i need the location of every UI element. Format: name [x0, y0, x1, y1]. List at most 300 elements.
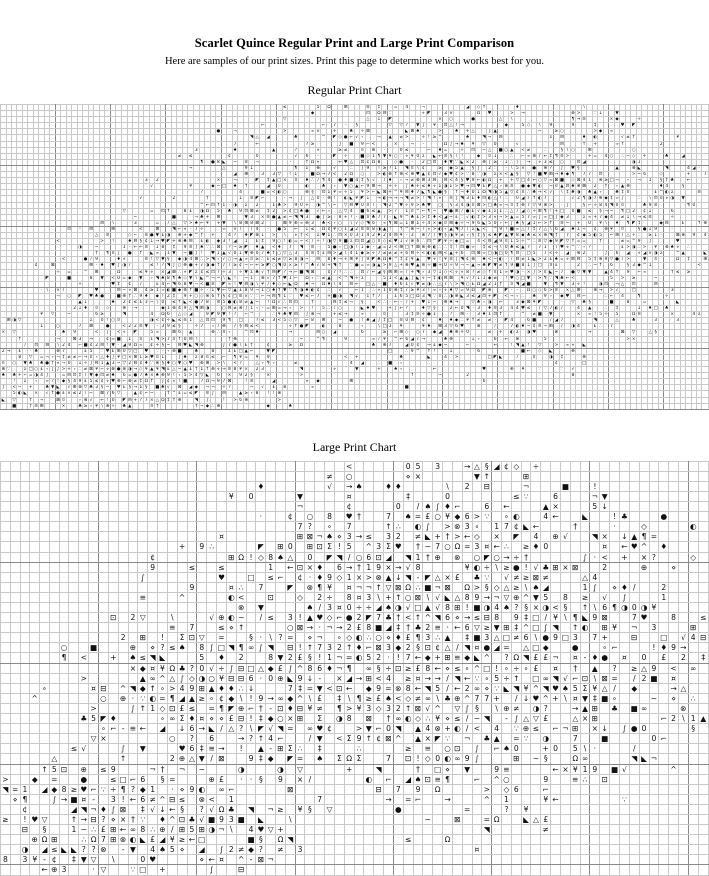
- chart-cell: ◆: [177, 257, 182, 263]
- chart-cell: ¥: [399, 324, 403, 330]
- chart-cell: Σ: [499, 208, 503, 214]
- chart-cell: ∵: [521, 251, 525, 257]
- chart-cell: ¢: [200, 269, 204, 275]
- chart-cell: ?: [294, 147, 297, 153]
- chart-cell: □: [426, 159, 431, 165]
- chart-cell: ‡: [549, 153, 552, 159]
- chart-cell: ●: [188, 263, 193, 269]
- chart-cell: ◑: [299, 287, 304, 293]
- chart-cell: ◆: [615, 117, 619, 123]
- chart-cell: ¥: [610, 226, 613, 232]
- chart-cell: 9: [366, 184, 370, 190]
- chart-cell: ¢: [239, 263, 242, 269]
- chart-cell: ≤: [205, 269, 210, 275]
- chart-cell: ∴: [444, 293, 447, 299]
- chart-cell: ♦: [615, 220, 619, 226]
- chart-cell: 6: [166, 312, 170, 318]
- chart-cell: ⊞: [371, 184, 376, 190]
- chart-cell: →: [454, 141, 459, 147]
- chart-cell: !: [311, 306, 314, 312]
- chart-cell: ⌐: [354, 287, 359, 293]
- chart-cell: ◐: [427, 251, 431, 257]
- chart-cell: △: [255, 135, 259, 141]
- chart-cell: ∵: [549, 275, 553, 281]
- chart-cell: ◥: [166, 263, 171, 269]
- chart-cell: →: [89, 336, 93, 342]
- chart-cell: ⊟: [498, 135, 503, 141]
- chart-cell: =: [465, 239, 470, 245]
- chart-cell: ∴: [272, 312, 276, 318]
- chart-cell: ♦: [271, 281, 276, 287]
- chart-cell: !: [79, 226, 81, 232]
- chart-cell: ▼: [155, 232, 159, 238]
- chart-cell: 4: [515, 306, 519, 312]
- chart-cell: <: [443, 251, 448, 257]
- chart-cell: 3: [654, 318, 658, 324]
- chart-cell: ·: [282, 196, 288, 202]
- chart-cell: ♦: [476, 196, 481, 202]
- chart-cell: ¤: [510, 281, 514, 287]
- chart-cell: ⊞: [155, 226, 160, 232]
- chart-cell: ≠: [388, 251, 392, 257]
- chart-cell: ⊞: [111, 226, 115, 232]
- chart-cell: ‡: [482, 245, 486, 251]
- chart-cell: ⋄: [421, 275, 425, 281]
- chart-cell: ◥: [454, 226, 459, 232]
- chart-cell: ♥: [238, 281, 243, 287]
- chart-cell: △: [615, 318, 619, 324]
- chart-cell: ↑: [620, 141, 625, 147]
- chart-cell: ∞: [161, 287, 165, 293]
- chart-cell: ¶: [543, 275, 547, 281]
- chart-cell: !: [461, 153, 463, 159]
- chart-cell: ≥: [438, 165, 442, 171]
- chart-cell: ⊠: [133, 287, 138, 293]
- chart-cell: ¶: [626, 220, 630, 226]
- chart-cell: !: [234, 281, 236, 287]
- chart-cell: ¤: [117, 318, 120, 324]
- chart-cell: 7: [288, 245, 292, 251]
- chart-cell: ⊞: [576, 287, 581, 293]
- chart-cell: ○: [177, 263, 182, 269]
- chart-cell: 7: [703, 172, 707, 178]
- chart-cell: ♣: [310, 263, 315, 269]
- chart-cell: ◥: [549, 232, 553, 238]
- chart-cell: ∫: [488, 129, 491, 135]
- chart-cell: ◣: [183, 300, 187, 305]
- chart-cell: -: [515, 287, 521, 293]
- chart-cell: ▼: [139, 275, 143, 281]
- chart-cell: Ω: [305, 275, 309, 281]
- chart-cell: ◐: [471, 214, 475, 220]
- chart-cell: ·: [658, 232, 664, 238]
- chart-cell: ♦: [305, 178, 309, 184]
- chart-cell: 2: [543, 257, 547, 263]
- chart-cell: ·: [559, 300, 565, 306]
- chart-cell: ◆: [476, 153, 481, 159]
- chart-cell: ⊡: [244, 208, 248, 214]
- chart-cell: ▼: [144, 324, 148, 330]
- chart-cell: ⊕: [399, 172, 403, 178]
- chart-cell: ▲: [604, 269, 608, 275]
- chart-cell: ♦: [487, 306, 492, 312]
- chart-cell: \: [343, 251, 349, 257]
- chart-cell: √: [316, 263, 320, 269]
- chart-cell: 5: [610, 275, 613, 281]
- chart-cell: +: [432, 257, 437, 263]
- chart-cell: ·: [504, 165, 509, 171]
- chart-cell: 3: [78, 336, 82, 342]
- chart-cell: >: [454, 281, 459, 287]
- chart-cell: ‡: [594, 123, 597, 129]
- chart-cell: 2: [471, 159, 475, 165]
- chart-cell: ▽: [482, 141, 486, 147]
- chart-cell: ↓: [598, 111, 603, 117]
- chart-cell: ‡: [261, 239, 264, 245]
- chart-cell: ←: [504, 220, 509, 226]
- chart-cell: 3: [228, 269, 231, 275]
- chart-cell: 3: [133, 220, 137, 226]
- chart-cell: \: [581, 105, 587, 111]
- chart-cell: ⋄: [676, 245, 680, 251]
- chart-cell: ◢: [642, 251, 647, 257]
- chart-cell: ∞: [399, 269, 403, 275]
- chart-cell: Ω: [482, 190, 486, 196]
- chart-cell: ▲: [399, 275, 403, 281]
- chart-cell: =: [266, 306, 270, 312]
- chart-cell: ≤: [371, 208, 376, 214]
- chart-cell: ↑: [454, 190, 459, 196]
- chart-cell: ◣: [222, 159, 226, 165]
- chart-cell: £: [200, 239, 204, 245]
- chart-cell: ▼: [382, 153, 387, 159]
- chart-cell: 9: [571, 123, 575, 129]
- chart-cell: ×: [609, 117, 614, 123]
- chart-cell: ♠: [670, 245, 675, 251]
- chart-cell: 7: [261, 251, 265, 257]
- chart-cell: Ω: [327, 105, 331, 110]
- chart-cell: ⊗: [310, 312, 315, 318]
- chart-cell: ◐: [305, 184, 309, 190]
- chart-cell: ¬: [410, 141, 415, 147]
- chart-cell: £: [266, 257, 270, 263]
- chart-cell: >: [161, 336, 165, 342]
- chart-cell: 3: [466, 293, 469, 299]
- chart-cell: ♥: [210, 251, 215, 257]
- chart-cell: ♠: [449, 300, 453, 305]
- chart-cell: ¬: [194, 281, 199, 287]
- chart-cell: =: [560, 257, 564, 263]
- chart-cell: £: [155, 281, 159, 287]
- chart-cell: ○: [338, 226, 342, 232]
- chart-cell: >: [377, 172, 381, 178]
- chart-cell: ⊠: [216, 245, 221, 251]
- chart-cell: 3: [194, 147, 198, 153]
- chart-cell: ⊕: [327, 196, 331, 202]
- chart-cell: ■: [382, 281, 387, 287]
- chart-cell: ←: [321, 208, 326, 214]
- chart-cell: ◆: [432, 330, 437, 336]
- chart-cell: ∴: [383, 300, 386, 305]
- chart-cell: ▽: [388, 123, 392, 129]
- chart-cell: ♣: [571, 190, 575, 196]
- chart-cell: ∘: [477, 336, 480, 342]
- chart-cell: ¥: [410, 257, 414, 263]
- chart-cell: 5: [455, 165, 458, 171]
- chart-cell: Σ: [471, 226, 475, 232]
- chart-cell: 4: [427, 220, 431, 226]
- chart-cell: §: [178, 324, 181, 330]
- chart-cell: ♥: [393, 239, 398, 245]
- chart-cell: ▽: [343, 208, 348, 214]
- chart-cell: ∘: [549, 293, 553, 299]
- chart-cell: ~: [427, 275, 431, 281]
- chart-cell: ▼: [244, 214, 248, 220]
- chart-cell: ⊠: [310, 269, 315, 275]
- chart-cell: >: [188, 220, 193, 226]
- chart-cell: £: [471, 281, 475, 287]
- chart-cell: ■: [509, 226, 514, 232]
- chart-cell: ◆: [604, 214, 608, 220]
- chart-cell: ¥: [277, 312, 281, 318]
- chart-cell: ¤: [366, 214, 370, 220]
- chart-cell: ♦: [432, 214, 437, 220]
- chart-cell: ▼: [615, 111, 619, 117]
- chart-cell: ≠: [382, 251, 387, 257]
- chart-cell: ♣: [183, 239, 188, 245]
- chart-cell: ∫: [566, 202, 569, 208]
- chart-cell: ¤: [626, 190, 630, 196]
- chart-cell: §: [311, 190, 314, 196]
- chart-cell: ¤: [222, 330, 226, 336]
- chart-cell: ◑: [183, 257, 187, 263]
- chart-cell: ●: [83, 257, 88, 263]
- chart-cell: ◆: [155, 293, 159, 299]
- chart-cell: +: [399, 251, 403, 257]
- chart-cell: ≤: [471, 293, 475, 299]
- chart-cell: ◑: [631, 159, 636, 165]
- chart-cell: 5: [283, 226, 287, 232]
- chart-cell: 7: [560, 318, 564, 324]
- chart-cell: ◢: [266, 135, 270, 141]
- chart-cell: 8: [377, 159, 381, 165]
- chart-cell: ⊞: [388, 269, 392, 275]
- chart-cell: 9: [222, 318, 226, 324]
- chart-cell: ¤: [510, 202, 514, 208]
- chart-cell: ♥: [89, 293, 94, 299]
- chart-cell: 6: [178, 330, 181, 336]
- chart-cell: ÷: [360, 129, 365, 135]
- chart-cell: ≤: [587, 208, 592, 214]
- chart-cell: 7: [549, 306, 553, 312]
- chart-cell: 8: [183, 281, 187, 287]
- chart-cell: ≥: [238, 245, 243, 251]
- chart-cell: ÷: [460, 147, 464, 153]
- chart-cell: ⋄: [637, 251, 641, 257]
- chart-cell: ⊠: [476, 202, 481, 208]
- chart-cell: ~: [244, 275, 248, 281]
- chart-cell: →: [637, 214, 641, 220]
- chart-cell: ‡: [117, 281, 120, 287]
- chart-cell: =: [277, 306, 282, 312]
- chart-cell: ○: [277, 251, 282, 257]
- chart-cell: Σ: [577, 226, 580, 232]
- chart-cell: 3: [294, 251, 298, 257]
- chart-cell: ▽: [332, 239, 337, 245]
- chart-cell: ~: [482, 147, 486, 153]
- chart-cell: ~: [183, 251, 187, 257]
- chart-cell: ●: [438, 190, 442, 196]
- chart-cell: ◣: [172, 318, 176, 324]
- chart-cell: ≠: [244, 300, 248, 305]
- chart-cell: 6: [670, 208, 674, 214]
- chart-cell: ∘: [288, 306, 292, 312]
- chart-cell: \: [221, 275, 227, 281]
- chart-cell: ^: [642, 263, 647, 269]
- chart-cell: ◥: [416, 269, 420, 275]
- chart-cell: ♣: [664, 153, 669, 159]
- chart-cell: ≥: [686, 269, 691, 275]
- chart-cell: ¤: [360, 147, 364, 153]
- chart-cell: £: [654, 190, 658, 196]
- chart-cell: -: [260, 306, 266, 312]
- chart-cell: ▼: [560, 281, 564, 287]
- chart-cell: ¬: [637, 178, 641, 184]
- chart-cell: !: [549, 208, 552, 214]
- chart-cell: ¤: [111, 251, 115, 257]
- chart-cell: 1: [366, 293, 370, 299]
- chart-cell: 0: [615, 202, 619, 208]
- chart-cell: Ω: [476, 281, 481, 287]
- chart-cell: ⊡: [67, 226, 71, 232]
- chart-cell: >: [537, 257, 542, 263]
- chart-cell: ¬: [349, 300, 354, 305]
- chart-cell: ≤: [133, 300, 138, 305]
- chart-cell: ¶: [228, 318, 231, 324]
- chart-cell: ⋄: [566, 257, 569, 263]
- chart-cell: ~: [67, 312, 71, 318]
- chart-cell: △: [499, 117, 503, 123]
- chart-cell: ¬: [310, 281, 315, 287]
- chart-cell: △: [366, 117, 370, 123]
- chart-cell: ×: [576, 312, 581, 318]
- chart-cell: /: [404, 287, 410, 293]
- chart-cell: ♣: [293, 135, 298, 141]
- chart-cell: <: [449, 269, 453, 275]
- chart-cell: ·: [509, 287, 515, 293]
- chart-cell: ∵: [493, 165, 497, 171]
- chart-cell: ◐: [554, 306, 559, 312]
- chart-cell: ⊡: [515, 251, 520, 257]
- chart-cell: ≠: [620, 214, 625, 220]
- chart-cell: ↑: [177, 336, 182, 342]
- chart-cell: △: [371, 281, 376, 287]
- chart-cell: >: [416, 196, 420, 202]
- chart-cell: ○: [504, 147, 509, 153]
- chart-cell: ⊞: [399, 330, 403, 336]
- chart-cell: ↑: [139, 251, 143, 257]
- chart-cell: <: [111, 275, 115, 281]
- chart-cell: 3: [311, 220, 314, 226]
- chart-cell: ≡: [554, 287, 559, 293]
- chart-cell: ^: [659, 190, 663, 196]
- chart-cell: <: [56, 239, 60, 245]
- chart-cell: >: [282, 129, 287, 135]
- chart-cell: ◑: [465, 202, 470, 208]
- chart-cell: §: [560, 147, 563, 153]
- chart-cell: ♠: [61, 330, 66, 336]
- chart-cell: 1: [488, 312, 491, 318]
- chart-cell: ◆: [360, 251, 364, 257]
- chart-cell: ∴: [211, 245, 215, 251]
- chart-cell: ▼: [543, 281, 547, 287]
- chart-cell: ‡: [449, 245, 453, 251]
- chart-cell: ¥: [455, 232, 458, 238]
- chart-cell: Ω: [471, 287, 475, 293]
- chart-cell: ⊞: [449, 220, 453, 226]
- chart-cell: ◆: [189, 232, 193, 238]
- chart-cell: 8: [626, 300, 630, 305]
- chart-cell: √: [549, 190, 553, 196]
- chart-cell: 9: [250, 287, 253, 293]
- chart-cell: ○: [449, 117, 453, 123]
- chart-cell: ¥: [261, 281, 265, 287]
- chart-cell: ↑: [393, 172, 398, 178]
- chart-cell: ·: [504, 257, 509, 263]
- chart-cell: ▽: [283, 117, 287, 123]
- chart-cell: ≠: [410, 196, 415, 202]
- chart-cell: ¢: [366, 159, 370, 165]
- chart-cell: §: [682, 184, 685, 190]
- chart-cell: 2: [659, 141, 663, 147]
- chart-cell: †: [604, 184, 608, 190]
- chart-cell: /: [265, 281, 271, 287]
- chart-cell: ●: [105, 324, 110, 330]
- chart-cell: ⊟: [316, 330, 320, 336]
- chart-cell: ~: [637, 172, 641, 178]
- chart-cell: †: [499, 281, 502, 287]
- chart-cell: 2: [133, 324, 137, 330]
- chart-cell: §: [577, 165, 580, 171]
- chart-cell: 1: [648, 263, 652, 269]
- chart-cell: ▲: [510, 172, 514, 178]
- chart-cell: ⊡: [576, 159, 581, 165]
- chart-cell: ⌐: [249, 263, 254, 269]
- chart-cell: 4: [460, 202, 464, 208]
- chart-cell: ·: [498, 159, 504, 165]
- chart-cell: 2: [449, 306, 453, 312]
- chart-cell: ♠: [460, 141, 464, 147]
- chart-cell: ⌐: [637, 269, 641, 275]
- chart-cell: ⊕: [454, 330, 459, 336]
- chart-cell: /: [548, 318, 554, 324]
- chart-cell: ≡: [266, 214, 270, 220]
- chart-cell: ◢: [521, 281, 525, 287]
- chart-cell: ∫: [422, 123, 425, 129]
- chart-cell: <: [116, 330, 121, 336]
- chart-cell: ↓: [238, 196, 243, 202]
- chart-cell: ≥: [338, 147, 342, 153]
- chart-cell: ◑: [443, 184, 448, 190]
- chart-cell: ≥: [648, 232, 652, 238]
- chart-cell: ⊞: [460, 312, 464, 318]
- chart-cell: ♥: [299, 293, 304, 299]
- chart-cell: ⊕: [487, 287, 492, 293]
- chart-cell: ∫: [449, 141, 453, 147]
- chart-cell: ¤: [305, 251, 309, 257]
- chart-cell: ?: [588, 245, 591, 251]
- chart-cell: <: [504, 172, 509, 178]
